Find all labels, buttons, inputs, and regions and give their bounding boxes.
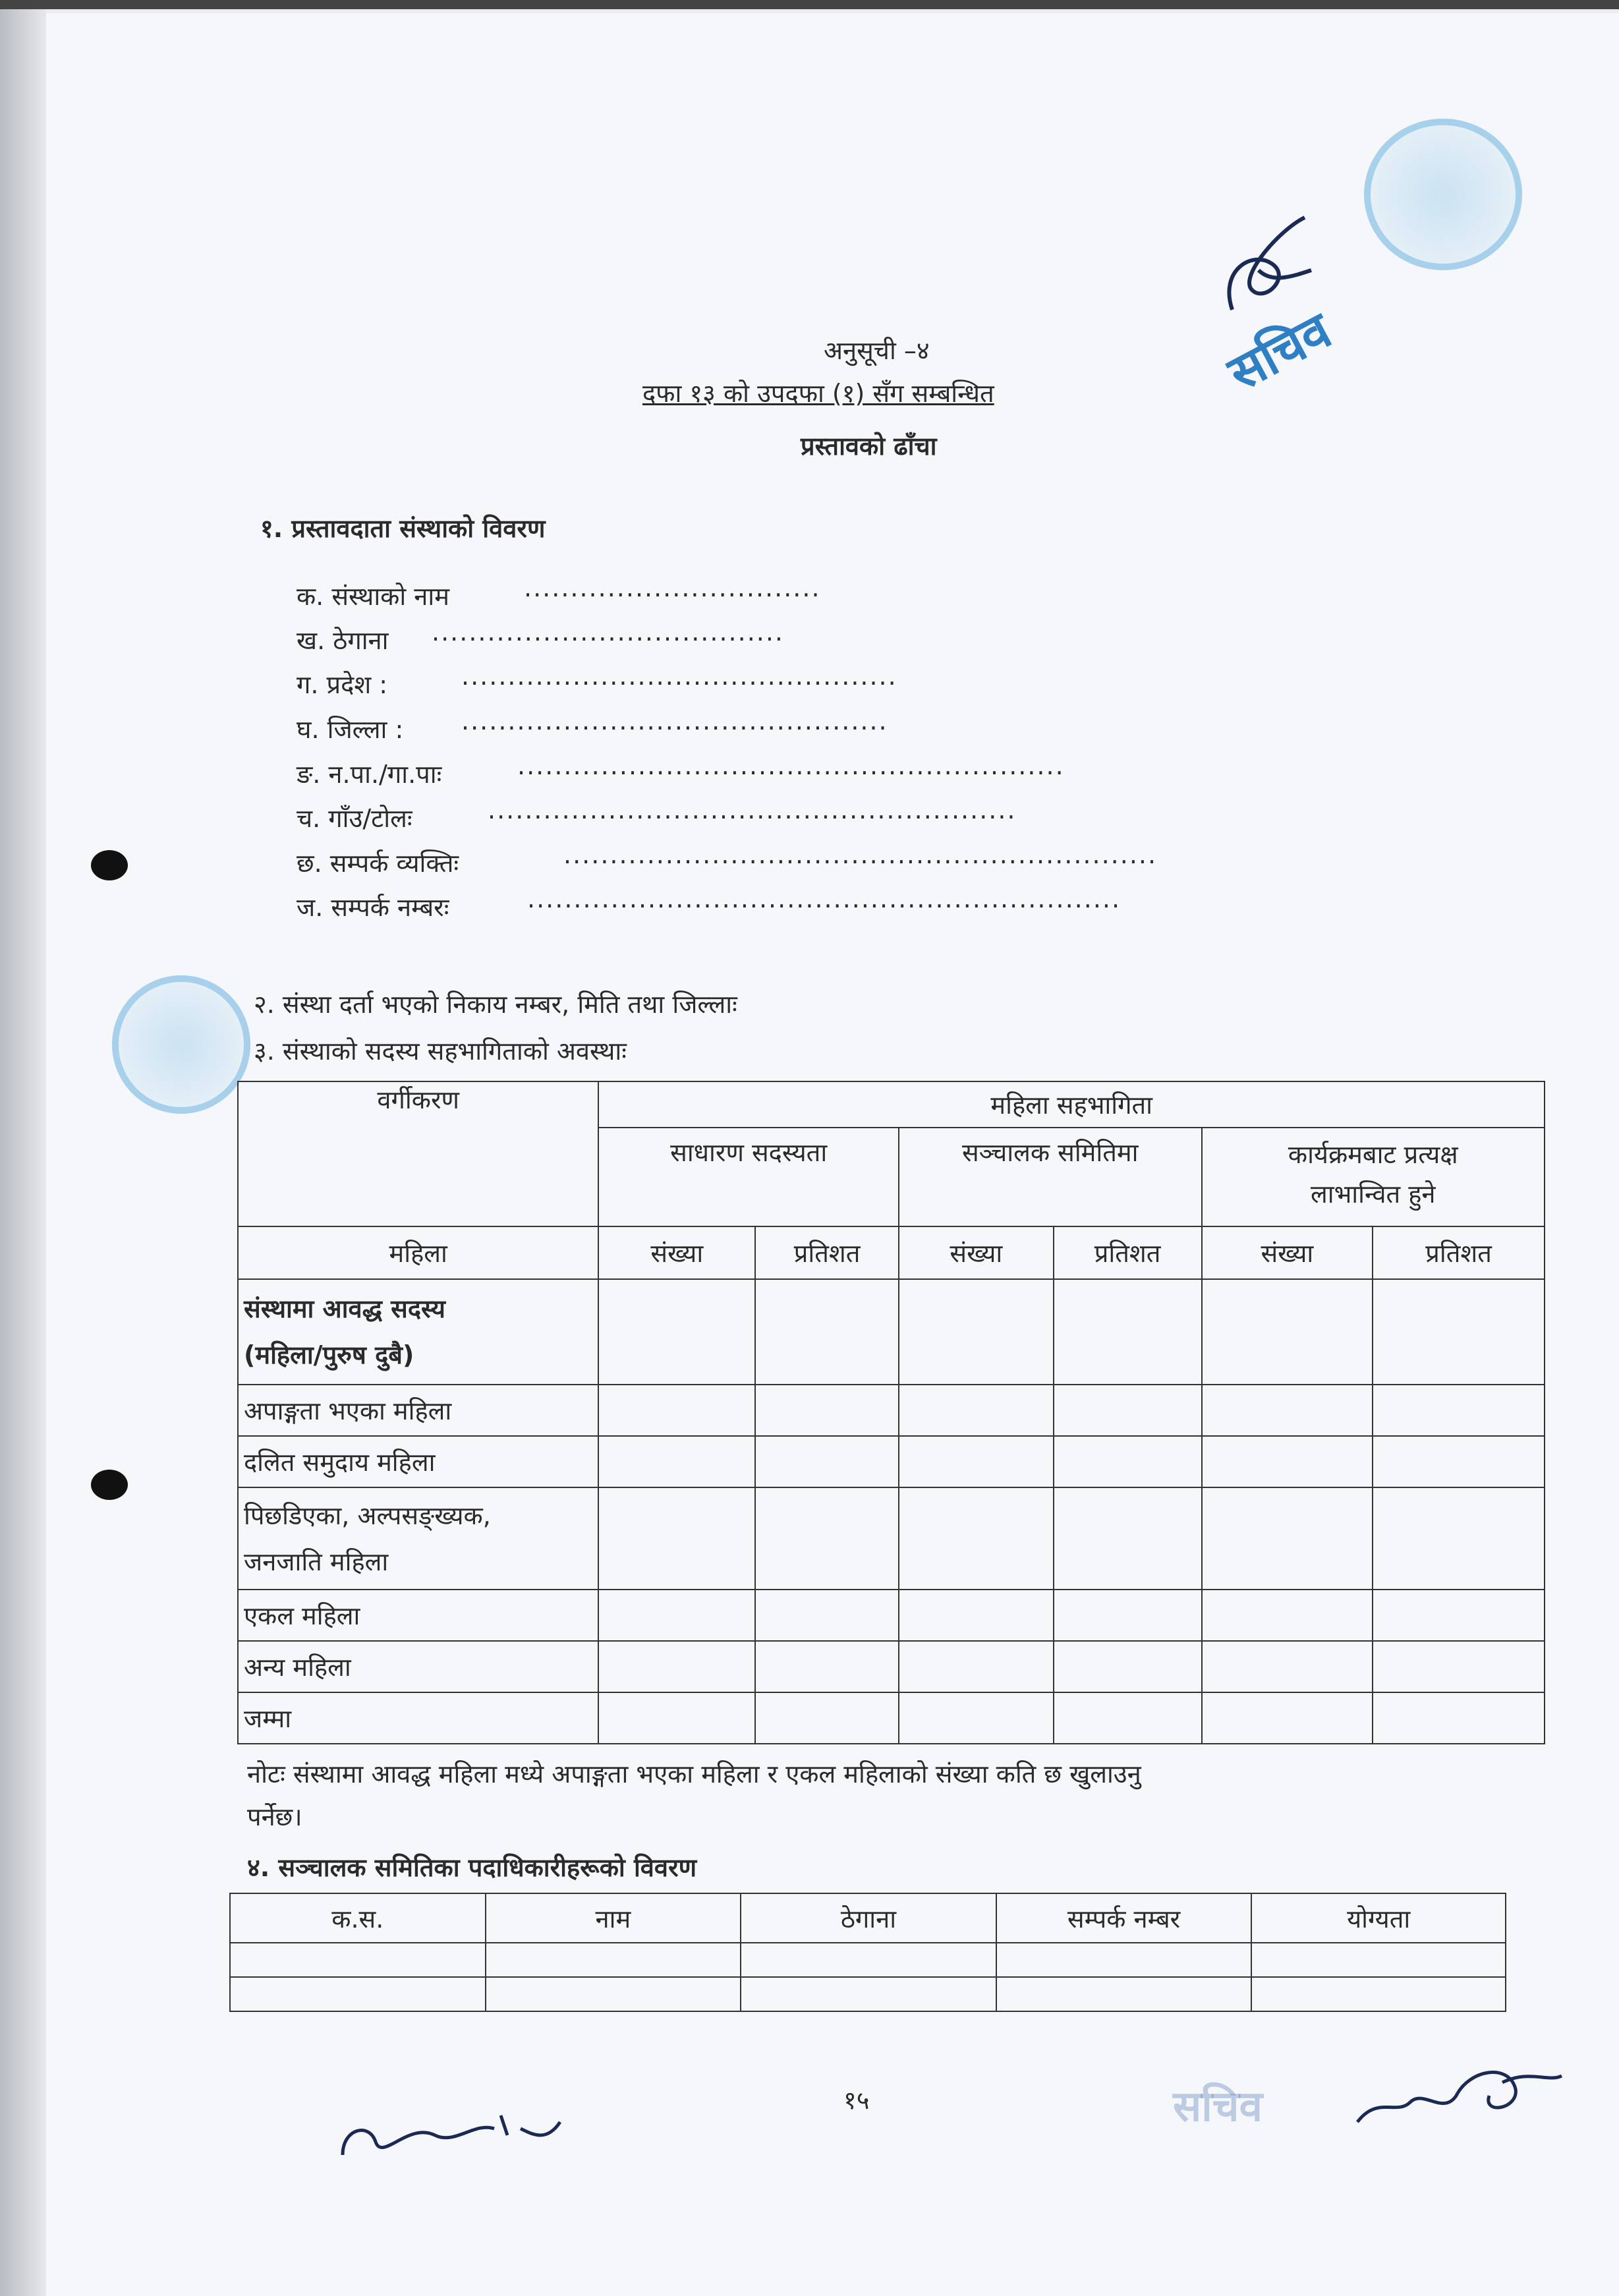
scanner-top-edge — [0, 0, 1619, 9]
officials-col-address: ठेगाना — [741, 1893, 996, 1943]
official-seal-top — [1364, 119, 1522, 270]
header-beneficiaries — [1202, 1128, 1545, 1226]
table-row — [238, 1641, 1545, 1692]
section-1-heading: १. प्रस्तावदाता संस्थाको विवरण — [260, 514, 546, 543]
row-label-marginalized — [238, 1487, 598, 1590]
signature-bottom-right — [1351, 2043, 1568, 2142]
field-org-name-label: क. संस्थाको नाम — [297, 582, 449, 611]
table-row — [238, 1692, 1545, 1744]
section-3-heading: ३. संस्थाको सदस्य सहभागिताको अवस्थाः — [254, 1037, 627, 1066]
field-municipality-blank: ........................................................... — [517, 751, 1065, 780]
row-label-single: एकल महिला — [238, 1590, 598, 1641]
section-2-heading: २. संस्था दर्ता भएको निकाय नम्बर, मिति तथा जिल्लाः — [254, 990, 737, 1019]
row-label-members — [238, 1279, 598, 1385]
participation-table — [237, 1081, 1545, 1744]
header-board-committee: सञ्चालक समितिमा — [899, 1128, 1202, 1226]
punch-hole-bottom — [91, 1470, 128, 1500]
page-number: १५ — [843, 2086, 870, 2115]
table-row — [238, 1436, 1545, 1487]
field-contact-number-label: ज. सम्पर्क नम्बरः — [297, 893, 449, 922]
table-row — [230, 1977, 1506, 2011]
field-address-blank: ...................................... — [432, 617, 785, 646]
signature-bottom-left — [329, 2096, 567, 2168]
officials-col-name: नाम — [486, 1893, 741, 1943]
header-women-participation: महिला सहभागिता — [598, 1081, 1545, 1128]
officials-col-contact: सम्पर्क नम्बर — [996, 1893, 1252, 1943]
col-percent-general: प्रतिशत — [755, 1226, 899, 1279]
field-municipality-label: ङ. न.पा./गा.पाः — [297, 760, 442, 789]
field-province-blank: ............................................... — [461, 662, 897, 691]
table-row — [238, 1279, 1545, 1385]
officials-col-qualification: योग्यता — [1251, 1893, 1506, 1943]
field-village-label: च. गाँउ/टोलः — [297, 804, 412, 833]
header-beneficiaries-line1: कार्यक्रमबाट प्रत्यक्ष — [1288, 1140, 1458, 1169]
table-row — [238, 1487, 1545, 1590]
row-label-dalit: दलित समुदाय महिला — [238, 1436, 598, 1487]
row-label-marginalized-line2: जनजाति महिला — [244, 1547, 389, 1576]
row-label-members-line2: (महिला/पुरुष दुबै) — [244, 1340, 414, 1369]
row-label-disabled: अपाङ्गता भएका महिला — [238, 1385, 598, 1436]
section-4-heading: ४. सञ्चालक समितिका पदाधिकारीहरूको विवरण — [247, 1853, 697, 1882]
field-district-blank: .............................................. — [461, 706, 888, 735]
page-title: प्रस्तावको ढाँचा — [801, 432, 937, 461]
col-percent-beneficiary: प्रतिशत — [1373, 1226, 1545, 1279]
official-seal-left — [112, 975, 250, 1114]
col-count-general: संख्या — [598, 1226, 755, 1279]
header-general-membership: साधारण सदस्यता — [598, 1128, 899, 1226]
row-label-total: जम्मा — [238, 1692, 598, 1744]
row-women-label: महिला — [238, 1226, 598, 1279]
header-beneficiaries-line2: लाभान्वित हुने — [1310, 1180, 1436, 1209]
field-province-label: ग. प्रदेश : — [297, 670, 388, 699]
punch-hole-top — [91, 850, 128, 880]
col-count-beneficiary: संख्या — [1202, 1226, 1373, 1279]
header-category: वर्गीकरण — [238, 1081, 598, 1226]
signature-top — [1212, 211, 1318, 323]
table-row — [238, 1590, 1545, 1641]
field-contact-number-blank: ................................................................ — [527, 884, 1122, 913]
row-label-members-line1: संस्थामा आवद्ध सदस्य — [244, 1294, 445, 1323]
field-contact-person-blank: ................................................................ — [563, 840, 1158, 869]
table-row — [238, 1385, 1545, 1436]
row-label-marginalized-line1: पिछडिएका, अल्पसङ्ख्यक, — [244, 1501, 491, 1530]
field-address-label: ख. ठेगाना — [297, 626, 389, 655]
note-line-1: नोटः संस्थामा आवद्ध महिला मध्ये अपाङ्गता भएका महिला र एकल महिलाको संख्या कति छ खुलाउनु — [247, 1760, 1141, 1789]
secretary-stamp-bottom: सचिव — [1173, 2082, 1263, 2131]
field-org-name-blank: ................................ — [524, 573, 821, 602]
note-line-2: पर्नेछ। — [247, 1802, 302, 1831]
page-shadow-edge — [0, 0, 46, 2296]
officials-table — [229, 1893, 1506, 2012]
col-percent-committee: प्रतिशत — [1054, 1226, 1202, 1279]
row-label-other: अन्य महिला — [238, 1641, 598, 1692]
col-count-committee: संख्या — [899, 1226, 1054, 1279]
field-contact-person-label: छ. सम्पर्क व्यक्तिः — [297, 849, 459, 878]
officials-col-serial: क.स. — [230, 1893, 486, 1943]
field-district-label: घ. जिल्ला : — [297, 715, 404, 744]
table-row — [230, 1943, 1506, 1977]
field-village-blank: ......................................................... — [488, 795, 1017, 824]
annex-label: अनुसूची –४ — [824, 336, 930, 365]
secretary-stamp-top: सचिव — [1218, 301, 1340, 403]
clause-reference: दफा १३ को उपदफा (१) सँग सम्बन्धित — [642, 379, 994, 408]
